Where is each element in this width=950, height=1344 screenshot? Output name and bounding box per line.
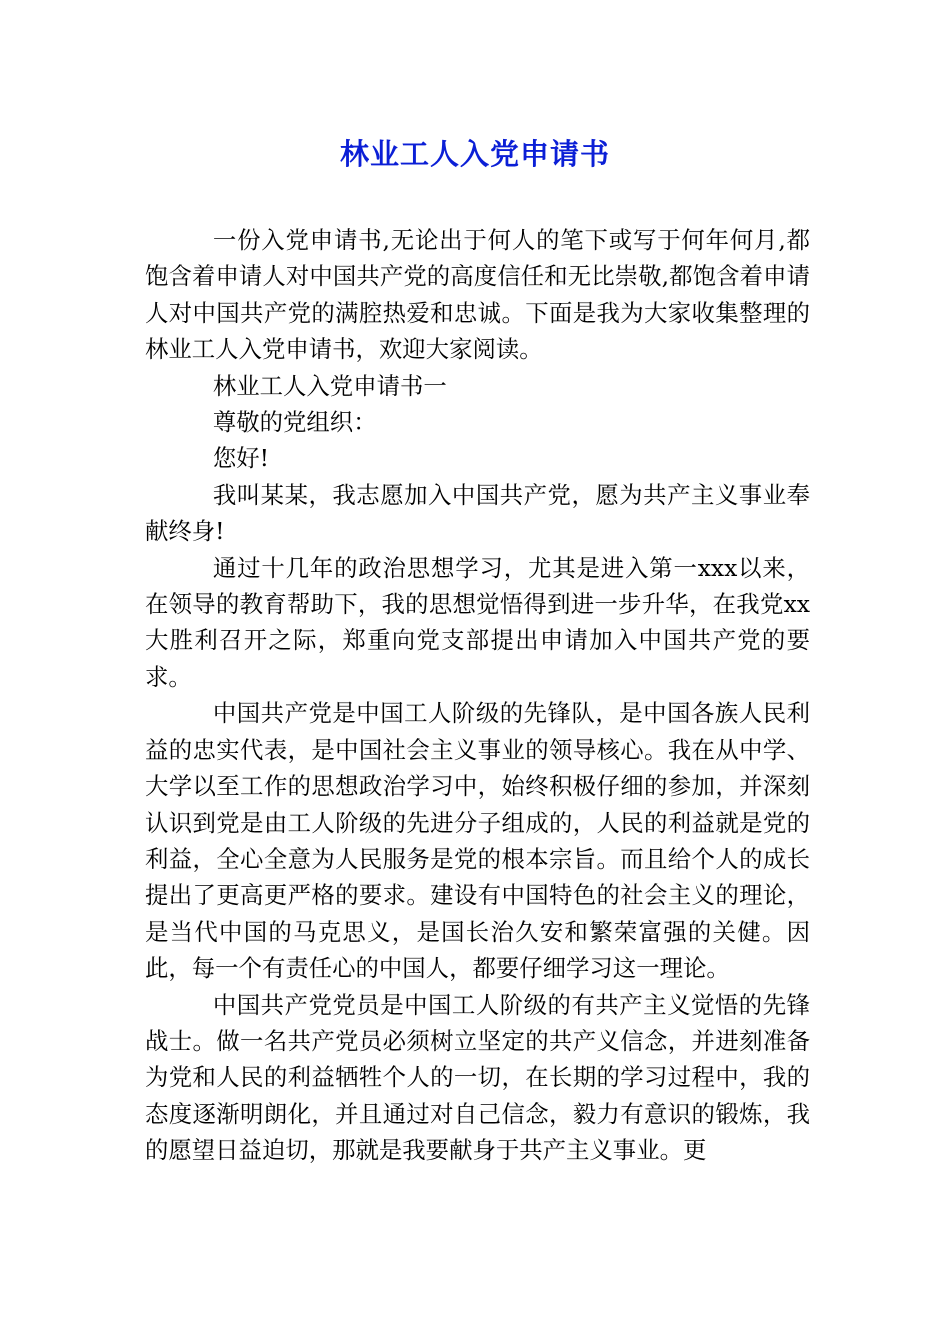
paragraph-study: 通过十几年的政治思想学习，尤其是进入第一xxx以来，在领导的教育帮助下，我的思想觉悟得到进一步升华，在我党xx大胜利召开之际，郑重向党支部提出申请加入中国共产党的要求。: [145, 553, 810, 691]
paragraph-greeting: 您好!: [212, 444, 270, 473]
paragraph-subtitle: 林业工人入党申请书一: [212, 371, 447, 400]
paragraph-intro: 一份入党申请书,无论出于何人的笔下或写于何年何月,都饱含着申请人对中国共产党的高度信任和无比崇敬,都饱含着申请人对中国共产党的满腔热爱和忠诚。下面是我为大家收集整理的林业工人入党申请书，欢迎大家阅读。: [145, 226, 810, 364]
paragraph-salutation: 尊敬的党组织：: [212, 408, 377, 437]
document-title: 林业工人入党申请书: [339, 137, 610, 171]
document-body: [145, 222, 810, 1169]
paragraph-member-duty: 中国共产党党员是中国工人阶级的有共产主义觉悟的先锋战士。做一名共产党员必须树立坚定的共产义信念，并进刻准备为党和人民的利益牺牲个人的一切，在长期的学习过程中，我的态度逐渐明朗化，并且通过对自己信念，毅力有意识的锻炼，我的愿望日益迫切，那就是我要献身于共产主义事业。更: [145, 990, 810, 1165]
paragraph-declaration: 我叫某某，我志愿加入中国共产党，愿为共产主义事业奉献终身!: [145, 480, 810, 546]
paragraph-party-nature: 中国共产党是中国工人阶级的先锋队，是中国各族人民利益的忠实代表，是中国社会主义事业的领导核心。我在从中学、大学以至工作的思想政治学习中，始终积极仔细的参加，并深刻认识到党是由工人阶级的先进分子组成的，人民的利益就是党的利益，全心全意为人民服务是党的根本宗旨。而且给个人的成长提出了更高更严格的要求。建设有中国特色的社会主义的理论，是当代中国的马克思义，是国长治久安和繁荣富强的关健。因此，每一个有责任心的中国人，都要仔细学习这一理论。: [145, 699, 810, 983]
